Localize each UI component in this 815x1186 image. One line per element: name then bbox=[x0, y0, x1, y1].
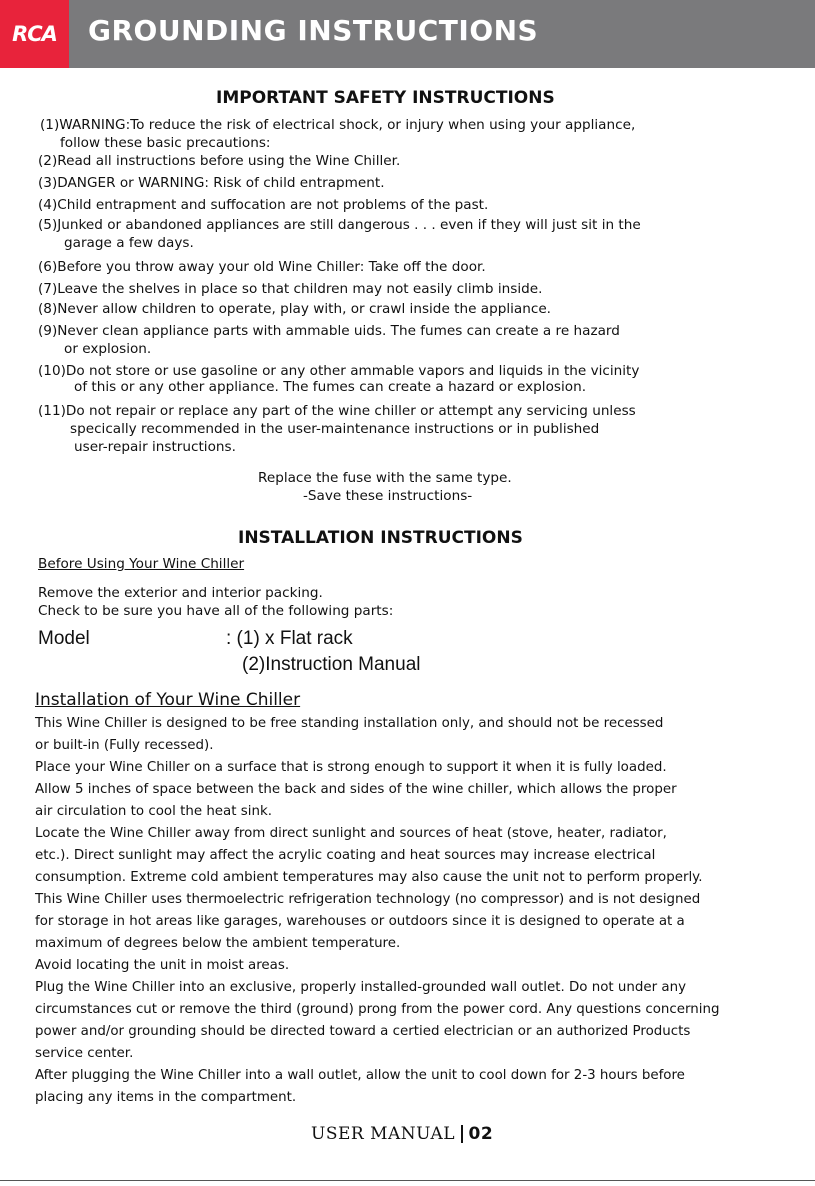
before-line: Remove the exterior and interior packing. bbox=[38, 585, 323, 601]
safety-heading: IMPORTANT SAFETY INSTRUCTIONS bbox=[216, 88, 555, 108]
part-manual-number: (2) bbox=[242, 654, 266, 675]
body-line: Avoid locating the unit in moist areas. bbox=[35, 958, 290, 973]
body-line: air circulation to cool the heat sink. bbox=[35, 804, 272, 819]
safety-line: specically recommended in the user-maintenance instructions or in published bbox=[70, 421, 600, 437]
footer-label: USER MANUAL bbox=[311, 1124, 456, 1144]
logo-text: RCA bbox=[12, 22, 57, 46]
body-line: After plugging the Wine Chiller into a wall outlet, allow the unit to cool down for 2-3 hours before bbox=[35, 1068, 685, 1083]
safety-line: of this or any other appliance. The fumes can create a hazard or explosion. bbox=[74, 379, 587, 395]
part-manual bbox=[242, 654, 420, 676]
installation-of-heading: Installation of Your Wine Chiller bbox=[35, 690, 301, 710]
model-label: Model bbox=[38, 628, 90, 649]
fuse-note: Replace the fuse with the same type. bbox=[258, 470, 512, 486]
safety-line: garage a few days. bbox=[64, 235, 194, 251]
safety-line: (8)Never allow children to operate, play with, or crawl inside the appliance. bbox=[38, 301, 551, 317]
body-line: circumstances cut or remove the third (ground) prong from the power cord. Any questions concerning bbox=[35, 1002, 720, 1017]
safety-line: (7)Leave the shelves in place so that children may not easily climb inside. bbox=[38, 281, 543, 297]
safety-line: (2)Read all instructions before using the Wine Chiller. bbox=[38, 153, 401, 169]
body-line: Place your Wine Chiller on a surface that is strong enough to support it when it is fully loaded. bbox=[35, 760, 667, 775]
body-line: or built-in (Fully recessed). bbox=[35, 738, 214, 753]
body-line: This Wine Chiller uses thermoelectric refrigeration technology (no compressor) and is not designed bbox=[35, 892, 701, 907]
part-manual-text: Instruction Manual bbox=[265, 654, 421, 675]
safety-line: (3)DANGER or WARNING: Risk of child entrapment. bbox=[38, 175, 385, 191]
page-number: 02 bbox=[468, 1124, 494, 1144]
rca-logo bbox=[0, 0, 69, 68]
safety-line: (1)WARNING:To reduce the risk of electrical shock, or injury when using your appliance, bbox=[40, 117, 636, 133]
before-using-heading: Before Using Your Wine Chiller bbox=[38, 556, 245, 572]
installation-heading: INSTALLATION INSTRUCTIONS bbox=[238, 528, 523, 548]
save-note: -Save these instructions- bbox=[303, 488, 473, 504]
safety-line: (10)Do not store or use gasoline or any other ammable vapors and liquids in the vicinity bbox=[38, 363, 640, 379]
body-line: Allow 5 inches of space between the back and sides of the wine chiller, which allows the proper bbox=[35, 782, 677, 797]
safety-line: (4)Child entrapment and suffocation are not problems of the past. bbox=[38, 197, 489, 213]
body-line: consumption. Extreme cold ambient temperatures may also cause the unit not to perform properly. bbox=[35, 870, 703, 885]
part-flat-rack: : (1) x Flat rack bbox=[226, 628, 353, 649]
safety-line: (5)Junked or abandoned appliances are still dangerous . . . even if they will just sit in the bbox=[38, 217, 641, 233]
safety-line: user-repair instructions. bbox=[74, 439, 236, 455]
before-line: Check to be sure you have all of the following parts: bbox=[38, 603, 394, 619]
safety-line: follow these basic precautions: bbox=[60, 135, 271, 151]
header-bar bbox=[0, 0, 815, 68]
body-line: etc.). Direct sunlight may affect the acrylic coating and heat sources may increase electrical bbox=[35, 848, 656, 863]
body-line: Plug the Wine Chiller into an exclusive, properly installed-grounded wall outlet. Do not under any bbox=[35, 980, 687, 995]
body-line: This Wine Chiller is designed to be free standing installation only, and should not be recessed bbox=[35, 716, 664, 731]
bottom-divider bbox=[0, 1180, 815, 1181]
body-line: Locate the Wine Chiller away from direct sunlight and sources of heat (stove, heater, radiator, bbox=[35, 826, 667, 841]
footer-divider bbox=[461, 1125, 463, 1143]
body-line: for storage in hot areas like garages, warehouses or outdoors since it is designed to operate at a bbox=[35, 914, 685, 929]
page-title: GROUNDING INSTRUCTIONS bbox=[88, 14, 539, 47]
page-footer bbox=[311, 1124, 493, 1144]
body-line: power and/or grounding should be directed toward a certied electrician or an authorized Products bbox=[35, 1024, 691, 1039]
safety-line: or explosion. bbox=[64, 341, 152, 357]
safety-line: (11)Do not repair or replace any part of the wine chiller or attempt any servicing unless bbox=[38, 403, 636, 419]
body-line: service center. bbox=[35, 1046, 134, 1061]
body-line: placing any items in the compartment. bbox=[35, 1090, 297, 1105]
safety-line: (6)Before you throw away your old Wine Chiller: Take off the door. bbox=[38, 259, 486, 275]
safety-line: (9)Never clean appliance parts with ammable uids. The fumes can create a re hazard bbox=[38, 323, 620, 339]
body-line: maximum of degrees below the ambient temperature. bbox=[35, 936, 401, 951]
